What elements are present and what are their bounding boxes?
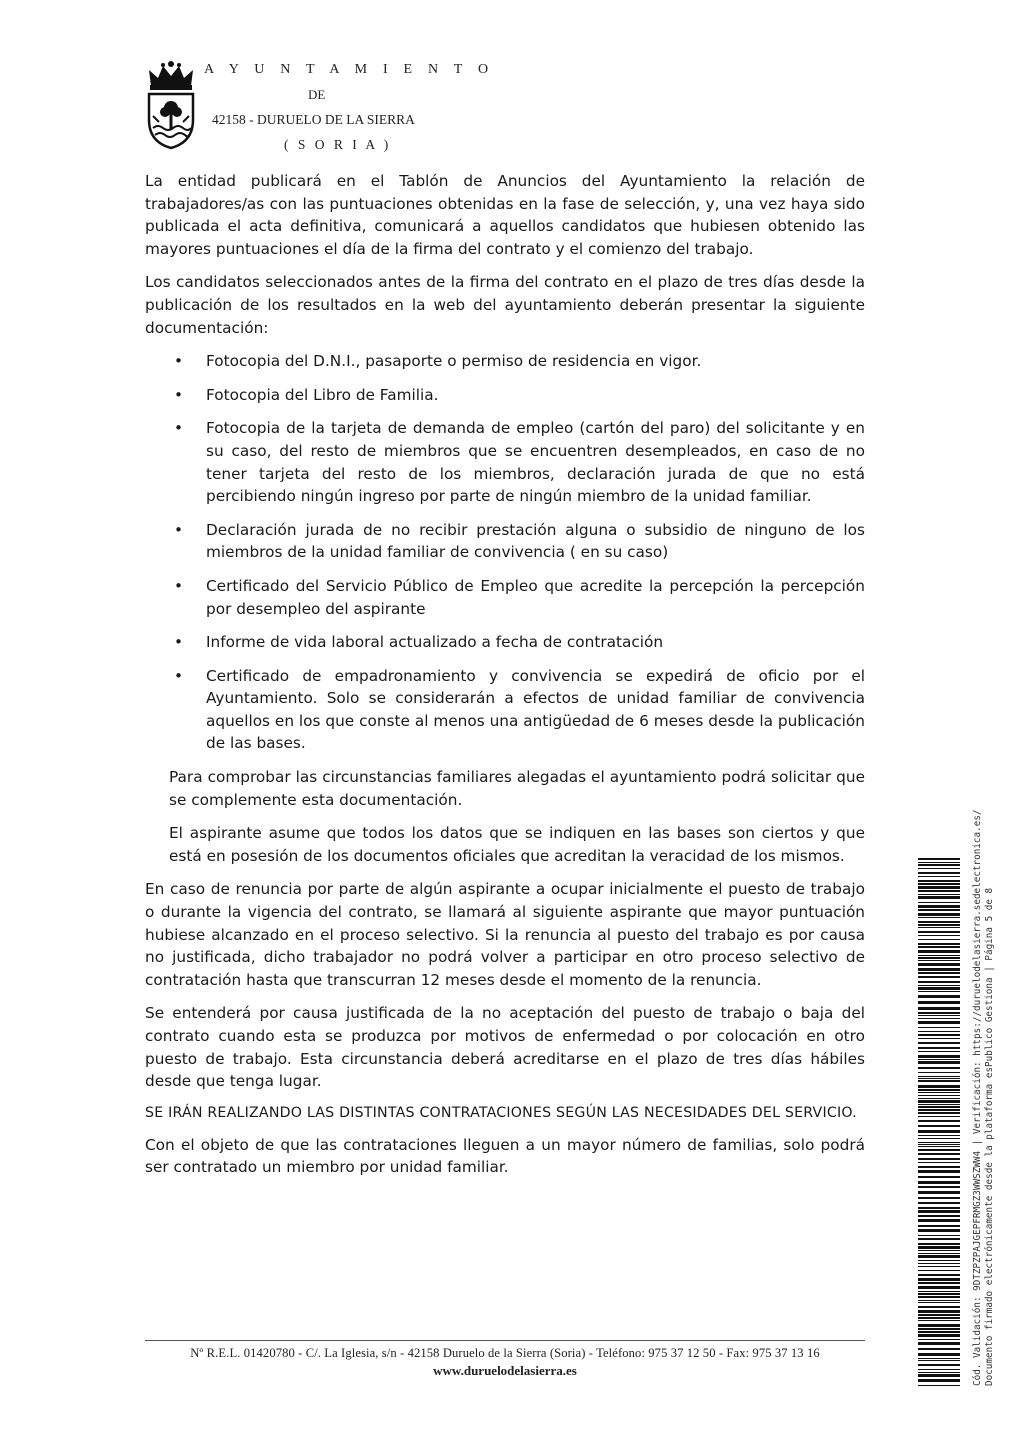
- verification-stamp: [972, 809, 996, 1386]
- list-item-text: Declaración jurada de no recibir prestación alguna o subsidio de ninguno de los miembros de la unidad familiar de convivencia ( en su caso): [206, 520, 865, 562]
- municipality-province: ( S O R I A ): [284, 137, 392, 152]
- list-item-text: Certificado del Servicio Público de Empleo que acredite la percepción la percepción por desempleo del aspirante: [206, 576, 865, 618]
- paragraph-justified-cause: Se entenderá por causa justificada de la no aceptación del puesto de trabajo o baja del contrato cuando esta se produzca por motivos de enfermedad o por colocación en otro puesto de trabajo. Esta circunstancia deberá acreditarse en el plazo de tres días hábiles desde que tenga lugar.: [145, 1004, 865, 1091]
- list-item: [174, 631, 865, 654]
- footer-contact: Nº R.E.L. 01420780 - C/. La Iglesia, s/n - 42158 Duruelo de la Sierra (Soria) - Teléfono: 975 37 12 50 - Fax: 975 37 13 16: [190, 1346, 820, 1360]
- barcode-icon: [918, 858, 960, 1386]
- municipality-address: 42158 - DURUELO DE LA SIERRA: [212, 112, 415, 127]
- paragraph-verification: Para comprobar las circunstancias familiares alegadas el ayuntamiento podrá solicitar que se complemente esta documentación.: [169, 768, 865, 809]
- list-item: [174, 575, 865, 620]
- list-item: [174, 519, 865, 564]
- paragraph-veracity: El aspirante asume que todos los datos que se indiquen en las bases son ciertos y que está en posesión de los documentos oficiales que acreditan la veracidad de los mismos.: [169, 824, 865, 865]
- paragraph-renunciation: En caso de renuncia por parte de algún aspirante a ocupar inicialmente el puesto de trabajo o durante la vigencia del contrato, se llamará al siguiente aspirante que mayor puntuación hubiese alcanzado en el proceso selectivo. Si la renuncia al puesto del trabajo es por causa no justificada, dicho trabajador no podrá volver a participar en otro proceso selectivo de contratación hasta que transcurran 12 meses desde el momento de la renuncia.: [145, 880, 865, 989]
- municipality-de: DE: [308, 87, 326, 102]
- paragraph-publication: La entidad publicará en el Tablón de Anuncios del Ayuntamiento la relación de trabajadores/as con las puntuaciones obtenidas en la fase de selección, y, una vez haya sido publicada el acta definitiva, comunicará a aquellos candidatos que hubiesen obtenido las mayores puntuaciones el día de la firma del contrato y el comienzo del trabajo.: [145, 172, 865, 258]
- list-item: [174, 384, 865, 407]
- bullet-icon: •: [174, 419, 184, 438]
- bullet-icon: •: [174, 633, 184, 652]
- footer-website: www.duruelodelasierra.es: [433, 1363, 577, 1378]
- verification-platform: Documento firmado electrónicamente desde la plataforma esPublico Gestiona | Página 5 de 8: [984, 887, 995, 1386]
- list-item-text: Informe de vida laboral actualizado a fecha de contratación: [206, 633, 664, 652]
- paragraph-service-needs: SE IRÁN REALIZANDO LAS DISTINTAS CONTRATACIONES SEGÚN LAS NECESIDADES DEL SERVICIO.: [145, 1104, 857, 1121]
- document-body: [145, 170, 865, 1190]
- documentation-list: [145, 350, 865, 755]
- list-item-text: Certificado de empadronamiento y convivencia se expedirá de oficio por el Ayuntamiento. Solo se considerarán a efectos de unidad familiar de convivencia aquellos en los que conste al menos una antigüedad de 6 meses desde la publicación de las bases.: [206, 666, 865, 753]
- verification-code: Cód. Validación: 9DTZPZPAJGEPFRMGZ3WWSZWW4 | Verificación: https://duruelodelasierra.sedelectronica.es/: [972, 809, 983, 1386]
- list-item: [174, 350, 865, 373]
- bullet-icon: •: [174, 520, 184, 539]
- bullet-icon: •: [174, 666, 184, 685]
- paragraph-documentation-intro: Los candidatos seleccionados antes de la firma del contrato en el plazo de tres días desde la publicación de los resultados en la web del ayuntamiento deberán presentar la siguiente documentación:: [145, 273, 865, 337]
- list-item-text: Fotocopia del Libro de Familia.: [206, 385, 439, 404]
- bullet-icon: •: [174, 352, 184, 371]
- paragraph-one-per-family: Con el objeto de que las contrataciones lleguen a un mayor número de familias, solo podrá ser contratado un miembro por unidad familiar.: [145, 1135, 865, 1177]
- footer-divider: [145, 1340, 865, 1341]
- bullet-icon: •: [174, 576, 184, 595]
- list-item-text: Fotocopia del D.N.I., pasaporte o permiso de residencia en vigor.: [206, 352, 702, 371]
- coat-of-arms-icon: [145, 58, 197, 150]
- list-item: [174, 665, 865, 755]
- list-item: [174, 417, 865, 507]
- list-item-text: Fotocopia de la tarjeta de demanda de empleo (cartón del paro) del solicitante y en su caso, del resto de miembros que se encuentren desempleados, en caso de no tener tarjeta del resto de los miembros, declaración jurada de que no está percibiendo ningún ingreso por parte de ningún miembro de la unidad familiar.: [206, 419, 865, 506]
- bullet-icon: •: [174, 385, 184, 404]
- municipality-title: A Y U N T A M I E N T O: [204, 62, 495, 77]
